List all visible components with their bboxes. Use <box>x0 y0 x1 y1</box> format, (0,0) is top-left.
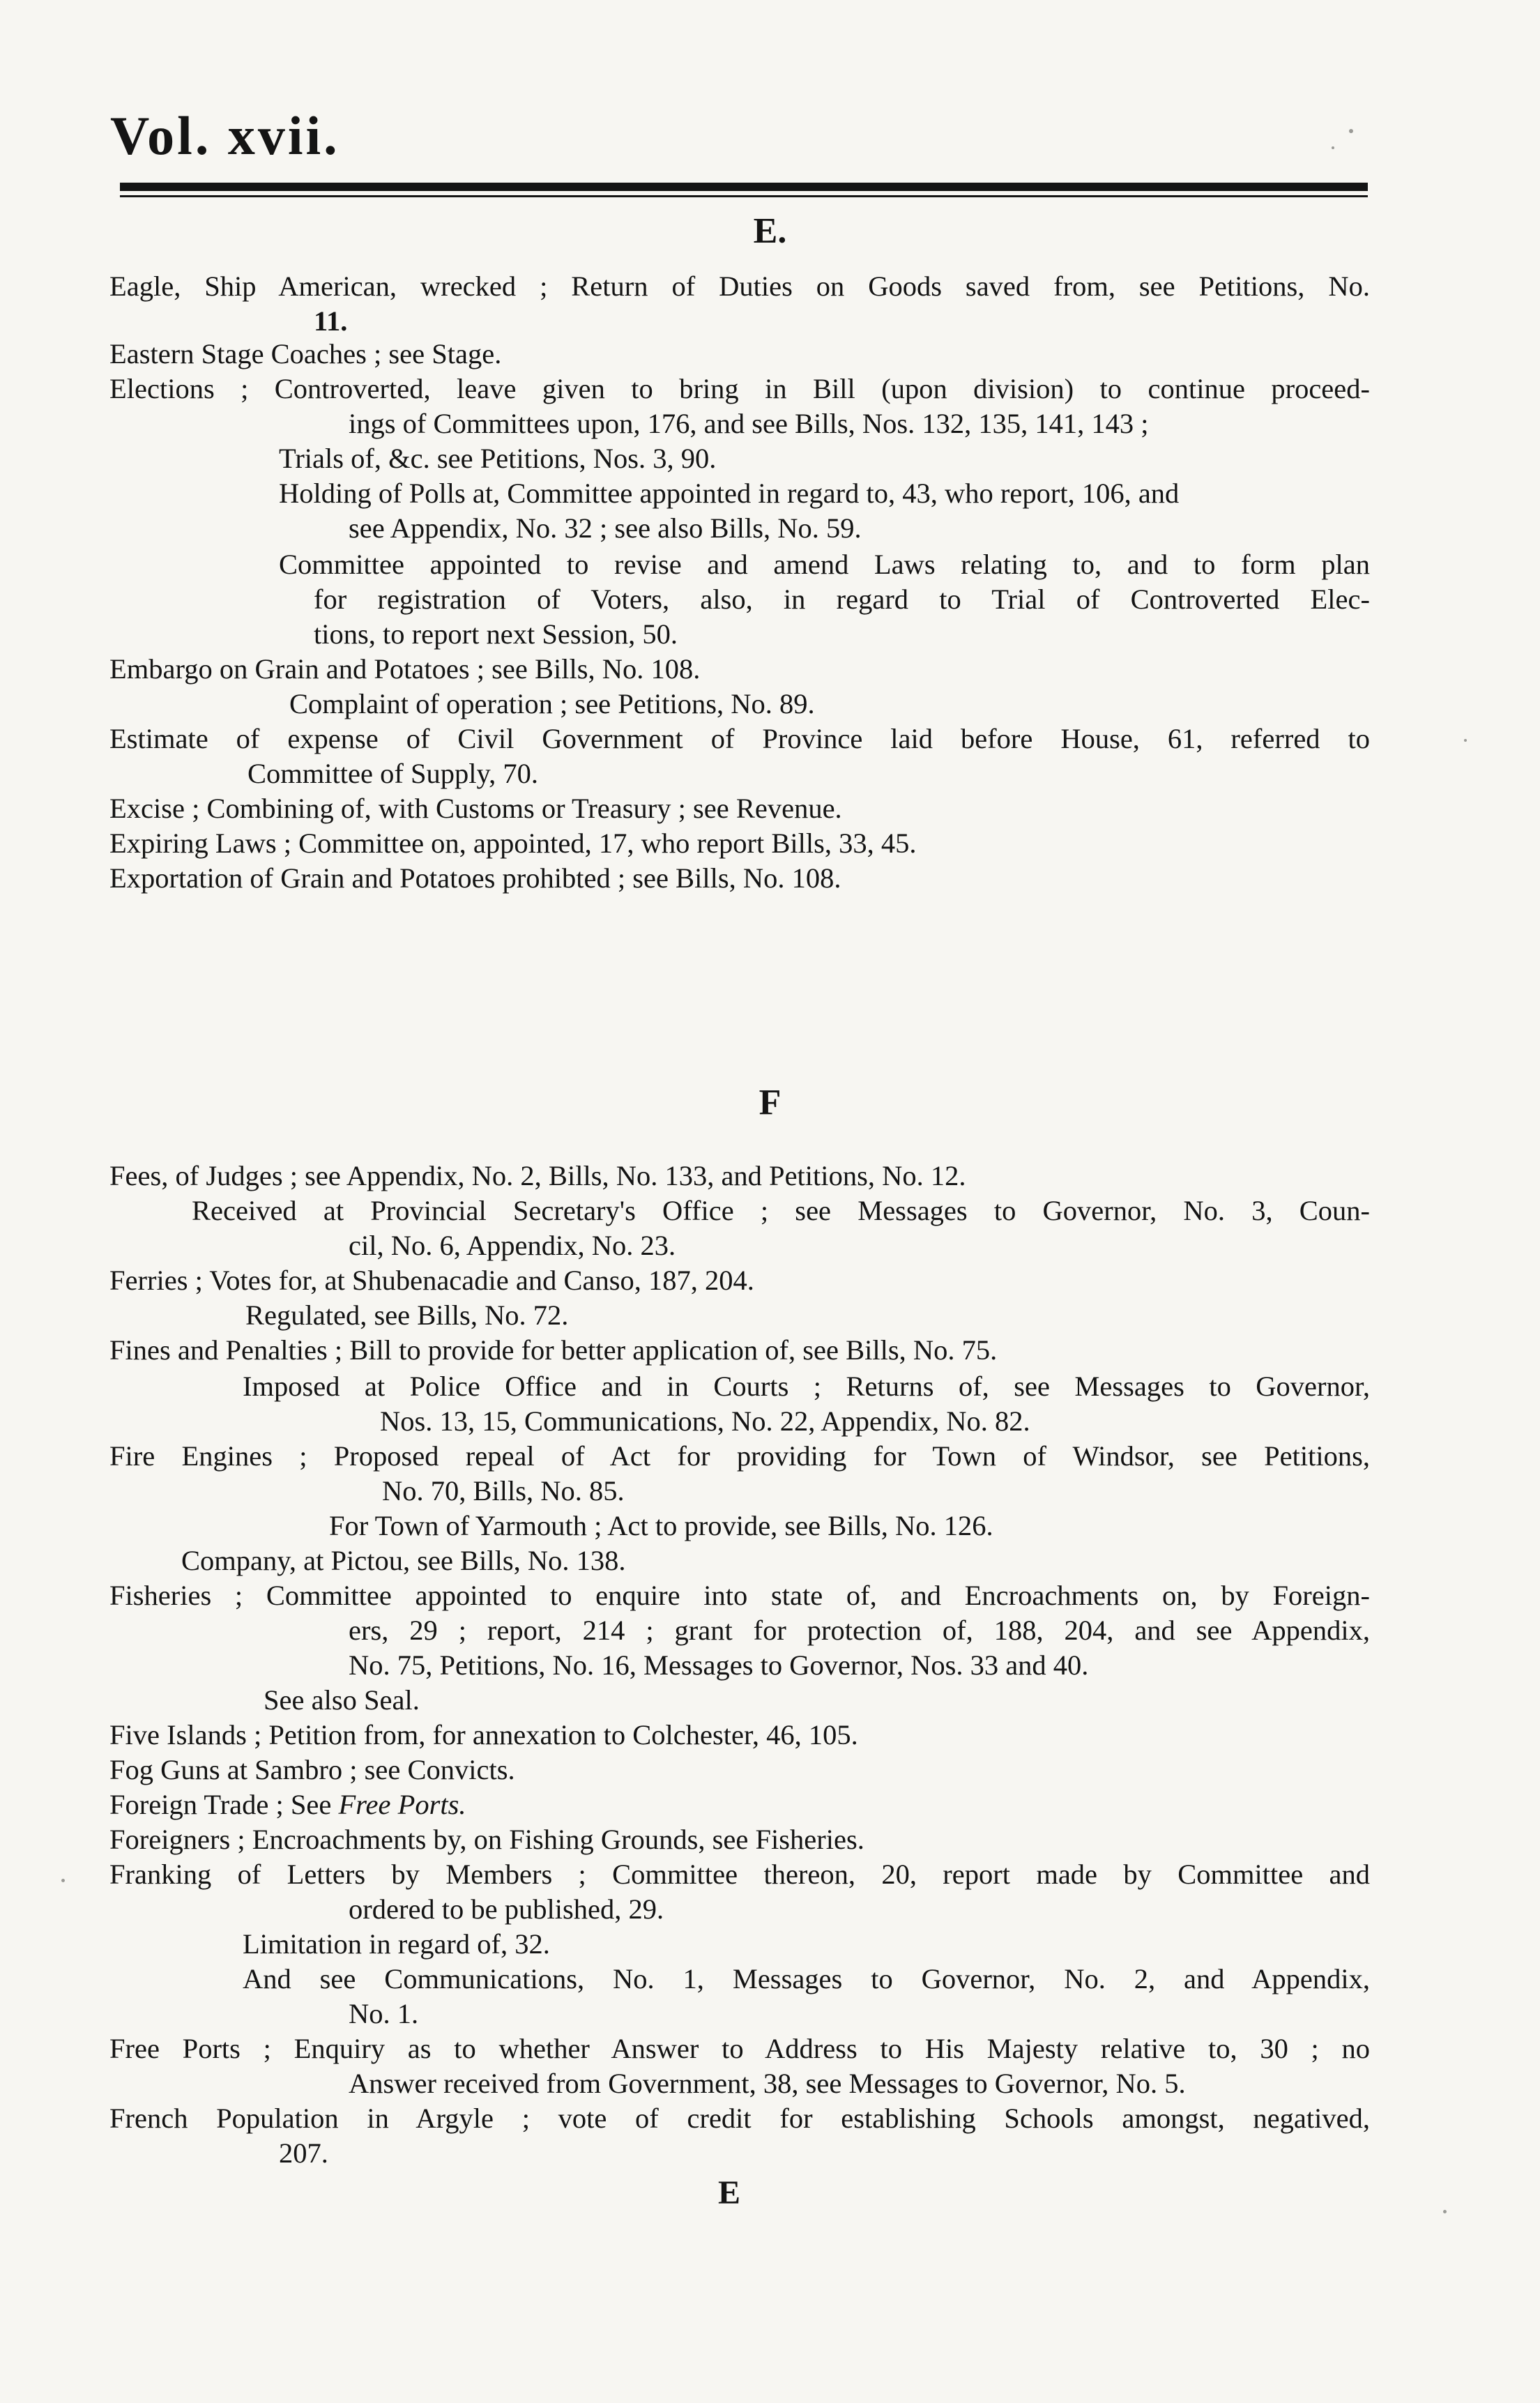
catchword: E <box>718 2174 741 2211</box>
index-subentry: Imposed at Police Office and in Courts ; Returns of, see Messages to Governor, <box>243 1371 1370 1402</box>
index-entry-continuation: Answer received from Government, 38, see Messages to Governor, No. 5. <box>349 2068 1186 2099</box>
index-entry: Eastern Stage Coaches ; see Stage. <box>109 338 502 369</box>
index-entry-continuation: Nos. 13, 15, Communications, No. 22, Appendix, No. 82. <box>380 1405 1030 1437</box>
index-entry-continuation: No. 1. <box>349 1998 419 2029</box>
index-entry: Eagle, Ship American, wrecked ; Return of Duties on Goods saved from, see Petitions, No. <box>109 270 1370 302</box>
header-rule <box>120 183 1368 191</box>
header-rule-thin <box>120 195 1368 197</box>
index-subentry: Committee appointed to revise and amend Laws relating to, and to form plan <box>279 549 1370 580</box>
index-entry: Fog Guns at Sambro ; see Convicts. <box>109 1754 515 1785</box>
index-entry-reference: Free Ports. <box>338 1789 466 1820</box>
index-entry: Excise ; Combining of, with Customs or Treasury ; see Revenue. <box>109 793 842 824</box>
volume-header: Vol. xvii. <box>110 105 340 166</box>
index-entry-continuation: ings of Committees upon, 176, and see Bills, Nos. 132, 135, 141, 143 ; <box>349 408 1149 439</box>
index-subentry: Holding of Polls at, Committee appointed in regard to, 43, who report, 106, and <box>279 478 1180 509</box>
index-entry: Fines and Penalties ; Bill to provide for better application of, see Bills, No. 75. <box>109 1334 998 1366</box>
index-entry <box>109 1787 466 1822</box>
paper-speck <box>1464 739 1467 742</box>
index-subentry: And see Communications, No. 1, Messages to Governor, No. 2, and Appendix, <box>243 1963 1370 1994</box>
index-subentry: Company, at Pictou, see Bills, No. 138. <box>181 1545 626 1576</box>
index-subentry: Trials of, &c. see Petitions, Nos. 3, 90. <box>279 443 717 474</box>
index-entry-continuation: 11. <box>314 305 348 337</box>
index-entry: Elections ; Controverted, leave given to bring in Bill (upon division) to continue proceed- <box>109 373 1370 404</box>
paper-speck <box>61 1879 65 1882</box>
index-subentry: See also Seal. <box>264 1684 420 1716</box>
section-letter-e: E. <box>753 211 787 251</box>
index-entry: Expiring Laws ; Committee on, appointed, 17, who report Bills, 33, 45. <box>109 827 917 859</box>
index-entry-continuation: tions, to report next Session, 50. <box>314 618 678 650</box>
section-letter-f: F <box>758 1083 782 1122</box>
index-subentry: Complaint of operation ; see Petitions, No. 89. <box>289 688 815 719</box>
index-entry: Free Ports ; Enquiry as to whether Answer to Address to His Majesty relative to, 30 ; no <box>109 2033 1370 2064</box>
index-entry-continuation: cil, No. 6, Appendix, No. 23. <box>349 1230 676 1261</box>
index-entry-continuation: ers, 29 ; report, 214 ; grant for protection of, 188, 204, and see Appendix, <box>349 1615 1370 1646</box>
index-entry-continuation: Committee of Supply, 70. <box>247 758 538 789</box>
index-entry-continuation: No. 70, Bills, No. 85. <box>382 1475 625 1506</box>
paper-speck <box>1349 129 1353 133</box>
index-entry: Fisheries ; Committee appointed to enquire into state of, and Encroachments on, by Foreign- <box>109 1580 1370 1611</box>
index-entry-continuation: 207. <box>279 2137 328 2169</box>
index-entry: Fire Engines ; Proposed repeal of Act for providing for Town of Windsor, see Petitions, <box>109 1440 1370 1472</box>
index-entry: Embargo on Grain and Potatoes ; see Bills, No. 108. <box>109 653 701 685</box>
index-entry-continuation: see Appendix, No. 32 ; see also Bills, No. 59. <box>349 512 862 544</box>
paper-speck <box>1332 146 1334 149</box>
index-entry-continuation: No. 75, Petitions, No. 16, Messages to Governor, Nos. 33 and 40. <box>349 1649 1089 1681</box>
index-entry: Foreigners ; Encroachments by, on Fishing Grounds, see Fisheries. <box>109 1824 864 1855</box>
index-subentry: For Town of Yarmouth ; Act to provide, see Bills, No. 126. <box>329 1510 993 1541</box>
index-subentry: Limitation in regard of, 32. <box>243 1928 550 1960</box>
index-subentry: Regulated, see Bills, No. 72. <box>245 1299 569 1331</box>
index-subentry: Received at Provincial Secretary's Office ; see Messages to Governor, No. 3, Coun- <box>192 1195 1370 1226</box>
index-entry-text: Foreign Trade ; See <box>109 1789 332 1820</box>
index-entry: Estimate of expense of Civil Government of Province laid before House, 61, referred to <box>109 723 1370 754</box>
index-entry: Franking of Letters by Members ; Committee thereon, 20, report made by Committee and <box>109 1859 1370 1890</box>
index-entry-continuation: ordered to be published, 29. <box>349 1893 664 1925</box>
paper-speck <box>1443 2210 1447 2213</box>
index-entry: French Population in Argyle ; vote of credit for establishing Schools amongst, negatived, <box>109 2103 1370 2134</box>
index-entry: Fees, of Judges ; see Appendix, No. 2, Bills, No. 133, and Petitions, No. 12. <box>109 1160 966 1191</box>
index-entry: Exportation of Grain and Potatoes prohibted ; see Bills, No. 108. <box>109 862 841 894</box>
index-entry-continuation: for registration of Voters, also, in regard to Trial of Controverted Elec- <box>314 583 1370 615</box>
index-entry: Ferries ; Votes for, at Shubenacadie and Canso, 187, 204. <box>109 1265 754 1296</box>
index-entry: Five Islands ; Petition from, for annexation to Colchester, 46, 105. <box>109 1719 858 1750</box>
